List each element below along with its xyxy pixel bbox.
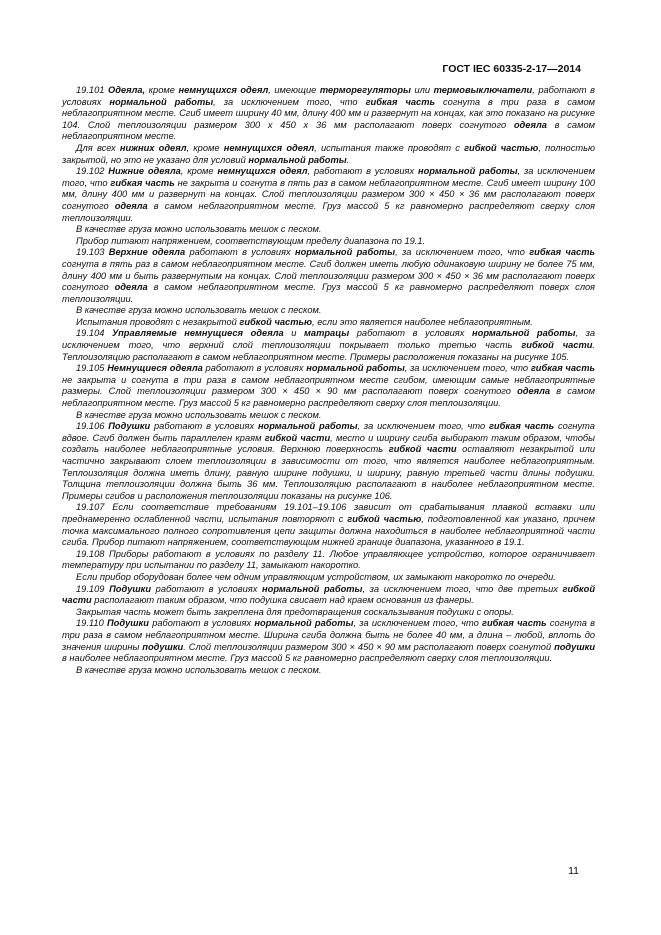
term-text: одеяла	[114, 200, 148, 211]
body-text: 19.108 Приборы работают в условиях по разделу 11. Любое управляющее устройство, которое ограничивает температуру при испытании по разделу 11, замыкают накоротко.	[62, 548, 595, 571]
body-text: 19.109	[76, 583, 110, 594]
body-text: 19.102	[76, 166, 109, 177]
term-text: нормальной работы	[472, 328, 576, 339]
body-text: 19.104	[76, 328, 113, 339]
paragraph	[62, 607, 595, 619]
term-text: Нижние одеяла	[108, 166, 181, 177]
body-text: , за исключением того, что верхний слой теплоизоляции покрывает только третью часть	[62, 328, 595, 351]
paragraph	[62, 549, 595, 572]
body-text: не закрыта и согнута в пять раз в самом неблагоприятном месте. Сгиб имеет ширину 100 мм, длину 400 мм и развернут на концах. Слой теплоизоляции размером 300 × 450 × 36 мм располагают поверх согнутого	[62, 177, 595, 211]
paragraph	[62, 236, 595, 248]
body-text: , подготовленной как указано, причем точка максимального полного сопротивления цепи защиты должна находиться в наиболее неблагоприятной части сгиба. Прибор питают напряжением, соответствующим нижней границе диапазона, указанного в 19.1.	[62, 513, 595, 548]
term-text: термовыключатели	[433, 85, 533, 95]
term-text: Подушки	[108, 421, 151, 432]
paragraph	[62, 572, 595, 584]
body-text: , кроме	[180, 166, 218, 177]
body-text: кроме	[145, 85, 179, 95]
term-text: немнущихся одеял	[178, 85, 269, 95]
body-text: , испытания также проводят с	[314, 142, 465, 153]
body-text: согнута в три раза в самом неблагоприятном месте. Сгиб имеет ширину 40 мм, длину 400 мм и развернут на концах, как это показано на рисунке 104. Слой теплоизоляции размером 300 х 450 х 36 мм располагают поверх согнутого	[62, 96, 595, 130]
term-text: одеяла	[517, 386, 551, 397]
term-text: гибкой части	[521, 340, 593, 351]
body-text: располагают таким образом, что подушка свисает над краем основания из фанеры.	[91, 595, 474, 606]
term-text: гибкой части	[264, 432, 331, 443]
term-text: Немнущиеся одеяла	[107, 363, 203, 374]
term-text: гибкой частью	[464, 142, 539, 153]
body-text: Испытания проводят с незакрытой	[76, 316, 240, 327]
term-text: подушки	[142, 641, 184, 652]
term-text: гибкая часть	[482, 618, 547, 629]
body-text: , за исключением того, что	[213, 96, 366, 107]
body-text: В качестве груза можно использовать мешок с песком.	[76, 224, 322, 235]
body-text: , полностью закрытой, но это не указано для условий	[62, 142, 595, 165]
term-text: гибкой части	[62, 583, 595, 606]
body-text: , работают в условиях	[62, 85, 595, 107]
body-text: работают в условиях	[185, 247, 295, 258]
term-text: немнущихся одеял	[217, 166, 308, 177]
paragraph	[62, 85, 595, 143]
body-text: в наиболее неблагоприятном месте. Груз массой 5 кг равномерно распределяют сверху слоя теплоизоляции.	[62, 653, 553, 664]
term-text: Управляемые немнущиеся одеяла	[112, 328, 284, 339]
term-text: нижних одеял	[119, 142, 187, 153]
term-text: Одеяла,	[107, 85, 146, 95]
body-text: и	[283, 328, 305, 339]
body-text: работают в условиях	[151, 583, 263, 594]
paragraph	[62, 305, 595, 317]
term-text: нормальной работы	[306, 363, 405, 374]
term-text: нормальной работы	[109, 96, 214, 107]
body-text: В качестве груза можно использовать мешок с песком.	[76, 664, 322, 675]
term-text: нормальной работы	[257, 421, 358, 432]
body-text: Если прибор оборудован более чем одним управляющим устройством, их замыкают накоротко по очереди.	[76, 571, 556, 582]
paragraph	[62, 502, 595, 548]
body-text: , за исключением того, что	[62, 166, 595, 188]
body-text: Для всех	[76, 142, 120, 153]
body-text: , за исключением того, что	[353, 618, 483, 629]
body-text: 19.105	[76, 363, 108, 374]
paragraph	[62, 363, 595, 409]
body-text: , за исключением того, что	[404, 363, 531, 374]
term-text: гибкая часть	[110, 177, 175, 188]
body-text: 19.106	[76, 421, 109, 432]
body-text: . Слой теплоизоляции размером 300 × 450 × 90 мм располагают поверх согнутой	[183, 641, 555, 652]
term-text: Подушки	[109, 583, 152, 594]
body-text: Закрытая часть может быть закреплена для предотвращения соскальзывания подушки с опоры.	[76, 606, 514, 617]
body-text: 19.110	[76, 618, 107, 629]
page-number: 11	[568, 865, 579, 877]
body-text: , за исключением того, что	[357, 421, 489, 432]
body-text: оставляют незакрытой или частично закрывают слоем теплоизоляции в зависимости от того, что является наиболее неблагоприятным. Теплоизоляция должна иметь длину, равную ширине подушки, и ширину, равную третьей части длины подушки. Толщина теплоизоляции должна быть 36 мм. Теплоизоляцию располагают в наиболее неблагоприятном месте. Примеры сгибов и расположения теплоизоляции показаны на рисунке 106.	[62, 444, 595, 501]
paragraph	[62, 317, 595, 329]
body-text: не закрыта и согнута в три раза в самом неблагоприятном месте сгибом, имеющим самые неблагоприятные размеры. Слой теплоизоляции размером 300 × 450 × 90 мм располагают поверх согнутого	[62, 374, 595, 397]
paragraph	[62, 143, 595, 166]
body-text: , место и ширину сгиба выбирают таким образом, чтобы создать наиболее неблагоприятные условия. Верхнюю поверхность	[62, 432, 595, 455]
body-text: работают в условиях	[202, 363, 307, 374]
body-text: работают в условиях	[349, 328, 473, 339]
term-text: нормальной работы	[254, 618, 354, 629]
body-text: в самом неблагоприятном месте.	[62, 119, 595, 142]
body-text: 19.107 Если соответствие требованиям 19.101–19.106 зависит от срабатывания плавкой вставки или преднамеренно ослабленной части, испытания повторяют с	[62, 502, 595, 524]
body-text: работают в условиях	[148, 618, 255, 629]
paragraph	[62, 618, 595, 664]
body-text: . Теплоизоляцию располагают в самом неблагоприятном месте. Примеры расположения показаны на рисунке 105.	[62, 340, 595, 362]
document-body	[62, 85, 595, 676]
term-text: гибкая часть	[529, 247, 595, 258]
body-text: , работают в условиях	[307, 166, 418, 177]
paragraph	[62, 421, 595, 502]
body-text: , имеющие	[268, 85, 320, 95]
body-text: работают в условиях	[150, 421, 258, 432]
term-text: нормальной работы	[417, 166, 518, 177]
paragraph	[62, 247, 595, 305]
term-text: гибкой части	[388, 444, 457, 455]
paragraph	[62, 166, 595, 224]
body-text: 19.103	[76, 247, 109, 258]
paragraph	[62, 584, 595, 607]
paragraph	[62, 328, 595, 363]
term-text: гибкой частью	[347, 513, 422, 524]
term-text: матрацы	[304, 328, 350, 339]
paragraph	[62, 665, 595, 677]
term-text: гибкой частью	[239, 316, 313, 327]
body-text: в самом неблагоприятном месте. Груз массой 5 кг равномерно распределяют сверху слоя теплоизоляции.	[62, 386, 595, 409]
body-text: в самом неблагоприятном месте. Груз массой 5 кг равномерно распределяют сверху слоя теплоизоляции.	[62, 200, 595, 223]
body-text: согнута в три раза в самом неблагоприятном месте. Ширина сгиба должна быть не более 40 мм, а длина – любой, вплоть до значения ширины	[62, 618, 595, 652]
term-text: немнущихся одеял	[223, 142, 315, 153]
body-text: В качестве груза можно использовать мешок с песком.	[76, 409, 322, 420]
body-text: .	[346, 154, 350, 165]
term-text: гибкая часть	[488, 421, 555, 432]
body-text: , кроме	[186, 142, 224, 153]
body-text: В качестве груза можно использовать мешок с песком.	[76, 305, 322, 316]
term-text: Подушки	[107, 618, 149, 629]
body-text: Прибор питают напряжением, соответствующим пределу диапазона по 19.1.	[76, 235, 426, 246]
term-text: подушки	[554, 641, 596, 652]
term-text: нормальной работы	[295, 247, 396, 258]
body-text: , если это является наиболее неблагоприятным.	[312, 316, 533, 327]
term-text: нормальной работы	[248, 154, 347, 165]
body-text: в самом неблагоприятном месте. Груз массой 5 кг равномерно распределяют поверх слоя теплоизоляции.	[62, 282, 595, 304]
paragraph	[62, 224, 595, 236]
body-text: согнута в пять раз в самом неблагоприятном месте. Сгиб должен иметь любую одинаковую ширину не более 75 мм, длину 400 мм и быть развернутым на концах. Слой теплоизоляции размером 300 × 450 × 36 мм располагают поверх согнутого	[62, 258, 595, 293]
term-text: одеяла	[513, 119, 547, 130]
term-text: терморегуляторы	[319, 85, 411, 95]
body-text: согнута вдвое. Сгиб должен быть параллелен краям	[62, 421, 595, 443]
body-text: или	[410, 85, 434, 95]
term-text: гибкая часть	[365, 96, 436, 107]
term-text: одеяла	[114, 282, 148, 293]
term-text: Верхние одеяла	[108, 247, 186, 258]
term-text: нормальной работы	[262, 583, 363, 594]
paragraph	[62, 410, 595, 422]
body-text: , за исключением того, что	[395, 247, 530, 258]
document-header: ГОСТ IEC 60335-2-17—2014	[442, 63, 581, 75]
body-text: , за исключением того, что две третьих	[362, 583, 563, 594]
term-text: гибкая часть	[530, 363, 595, 374]
body-text: 19.101	[76, 85, 108, 95]
